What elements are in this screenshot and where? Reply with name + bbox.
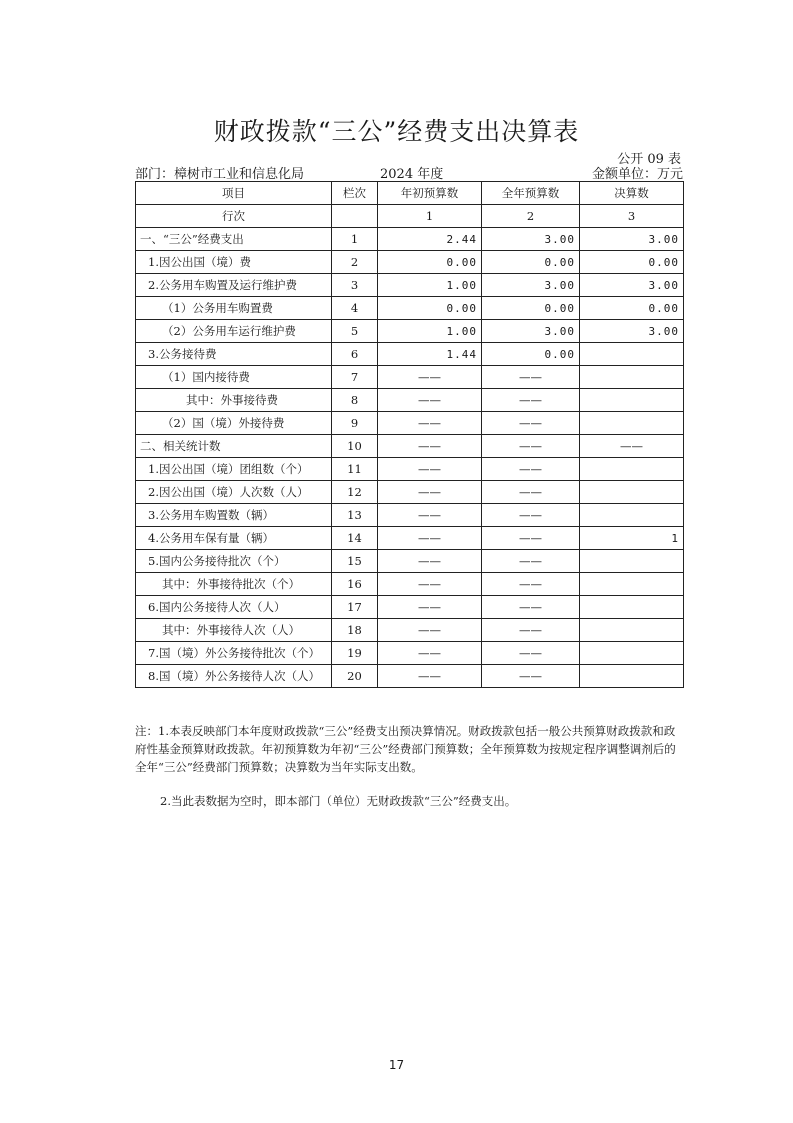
table-row <box>136 573 684 596</box>
row-no: 3 <box>332 274 378 297</box>
row-final <box>580 642 684 665</box>
table-row <box>136 504 684 527</box>
row-item: 其中：外事接待批次（个） <box>136 573 332 596</box>
row-annual: —— <box>482 642 580 665</box>
row-initial: —— <box>378 504 482 527</box>
row-item: 其中：外事接待人次（人） <box>136 619 332 642</box>
row-annual: —— <box>482 665 580 688</box>
row-annual: 3.00 <box>482 274 580 297</box>
row-annual: —— <box>482 458 580 481</box>
table-row <box>136 550 684 573</box>
row-initial: 0.00 <box>378 297 482 320</box>
page-title: 财政拨款“三公”经费支出决算表 <box>213 117 580 146</box>
row-initial: —— <box>378 665 482 688</box>
row-annual: 0.00 <box>482 297 580 320</box>
row-item: 2.公务用车购置及运行维护费 <box>136 274 332 297</box>
table-row <box>136 619 684 642</box>
row-no: 13 <box>332 504 378 527</box>
table-row <box>136 435 684 458</box>
row-final: —— <box>580 435 684 458</box>
row-initial: —— <box>378 550 482 573</box>
row-initial: —— <box>378 412 482 435</box>
department-label: 部门：樟树市工业和信息化局 <box>135 167 305 182</box>
row-no: 10 <box>332 435 378 458</box>
row-item: 5.国内公务接待批次（个） <box>136 550 332 573</box>
row-annual: —— <box>482 550 580 573</box>
header-item: 项目 <box>136 182 332 205</box>
notes <box>135 722 683 776</box>
row-item: 其中：外事接待费 <box>136 389 332 412</box>
row-item: 6.国内公务接待人次（人） <box>136 596 332 619</box>
row-final <box>580 366 684 389</box>
row-initial: 0.00 <box>378 251 482 274</box>
table-row <box>136 389 684 412</box>
row-no: 5 <box>332 320 378 343</box>
row-initial: —— <box>378 527 482 550</box>
row-final <box>580 550 684 573</box>
row-annual: —— <box>482 366 580 389</box>
row-initial: 2.44 <box>378 228 482 251</box>
row-final <box>580 504 684 527</box>
row-final: 3.00 <box>580 320 684 343</box>
unit-label: 金额单位：万元 <box>591 167 683 182</box>
row-index-label: 行次 <box>136 205 332 228</box>
row-no: 7 <box>332 366 378 389</box>
row-item: 一、“三公”经费支出 <box>136 228 332 251</box>
row-initial: —— <box>378 389 482 412</box>
row-annual: —— <box>482 435 580 458</box>
row-initial: —— <box>378 573 482 596</box>
expenditure-table <box>135 181 684 688</box>
table-row <box>136 251 684 274</box>
row-item: 1.因公出国（境）费 <box>136 251 332 274</box>
row-index-c2: 2 <box>482 205 580 228</box>
table-row <box>136 458 684 481</box>
row-item: 8.国（境）外公务接待人次（人） <box>136 665 332 688</box>
note-2: 2.当此表数据为空时，即本部门（单位）无财政拨款“三公”经费支出。 <box>160 794 517 808</box>
row-no: 1 <box>332 228 378 251</box>
meta-row <box>135 163 683 181</box>
page-number: 17 <box>388 1058 405 1072</box>
table-row <box>136 320 684 343</box>
row-initial: —— <box>378 458 482 481</box>
table-row <box>136 481 684 504</box>
row-annual: —— <box>482 481 580 504</box>
row-final <box>580 573 684 596</box>
row-no: 17 <box>332 596 378 619</box>
row-final <box>580 389 684 412</box>
row-annual: —— <box>482 573 580 596</box>
row-no: 8 <box>332 389 378 412</box>
row-item: 3.公务用车购置数（辆） <box>136 504 332 527</box>
table-row <box>136 228 684 251</box>
row-initial: 1.00 <box>378 274 482 297</box>
table-row <box>136 274 684 297</box>
row-no: 16 <box>332 573 378 596</box>
row-annual: —— <box>482 596 580 619</box>
note-1: 注：1.本表反映部门本年度财政拨款“三公”经费支出预决算情况。财政拨款包括一般公共预算财政拨款和政府性基金预算财政拨款。年初预算数为年初“三公”经费部门预算数；全年预算数为按规定程序调整调剂后的全年“三公”经费部门预算数；决算数为当年实际支出数。 <box>135 724 676 774</box>
table-row <box>136 343 684 366</box>
row-item: （2）公务用车运行维护费 <box>136 320 332 343</box>
row-final: 3.00 <box>580 274 684 297</box>
row-no: 12 <box>332 481 378 504</box>
row-annual: 0.00 <box>482 343 580 366</box>
row-item: 2.因公出国（境）人次数（人） <box>136 481 332 504</box>
row-annual: —— <box>482 389 580 412</box>
row-initial: 1.00 <box>378 320 482 343</box>
table-row <box>136 527 684 550</box>
row-annual: —— <box>482 504 580 527</box>
row-initial: —— <box>378 366 482 389</box>
row-item: 二、相关统计数 <box>136 435 332 458</box>
row-index-c1: 1 <box>378 205 482 228</box>
row-final <box>580 412 684 435</box>
row-no: 19 <box>332 642 378 665</box>
row-annual: —— <box>482 412 580 435</box>
row-no: 2 <box>332 251 378 274</box>
table-row <box>136 596 684 619</box>
row-item: 3.公务接待费 <box>136 343 332 366</box>
row-initial: —— <box>378 642 482 665</box>
row-final: 0.00 <box>580 297 684 320</box>
row-initial: —— <box>378 481 482 504</box>
row-no: 20 <box>332 665 378 688</box>
header-row <box>136 182 684 205</box>
row-item: （2）国（境）外接待费 <box>136 412 332 435</box>
row-final <box>580 481 684 504</box>
row-final <box>580 619 684 642</box>
row-item: （1）公务用车购置费 <box>136 297 332 320</box>
row-no: 15 <box>332 550 378 573</box>
header-final: 决算数 <box>580 182 684 205</box>
table-row <box>136 412 684 435</box>
header-col-no: 栏次 <box>332 182 378 205</box>
table-row <box>136 297 684 320</box>
row-final: 0.00 <box>580 251 684 274</box>
row-final: 3.00 <box>580 228 684 251</box>
form-number: 公开 09 表 <box>617 152 681 167</box>
row-no: 9 <box>332 412 378 435</box>
row-index-row <box>136 205 684 228</box>
row-no: 11 <box>332 458 378 481</box>
row-annual: 0.00 <box>482 251 580 274</box>
table-row <box>136 665 684 688</box>
row-initial: —— <box>378 435 482 458</box>
row-index-c3: 3 <box>580 205 684 228</box>
row-no: 18 <box>332 619 378 642</box>
row-final <box>580 596 684 619</box>
table-row <box>136 642 684 665</box>
year-label: 2024 年度 <box>380 167 444 182</box>
table-row <box>136 366 684 389</box>
row-initial: —— <box>378 619 482 642</box>
row-annual: 3.00 <box>482 228 580 251</box>
row-no: 6 <box>332 343 378 366</box>
row-annual: —— <box>482 527 580 550</box>
row-item: 7.国（境）外公务接待批次（个） <box>136 642 332 665</box>
row-no: 4 <box>332 297 378 320</box>
header-initial-budget: 年初预算数 <box>378 182 482 205</box>
row-final: 1 <box>580 527 684 550</box>
row-index-no <box>332 205 378 228</box>
row-initial: 1.44 <box>378 343 482 366</box>
row-annual: 3.00 <box>482 320 580 343</box>
row-final <box>580 343 684 366</box>
row-item: 1.因公出国（境）团组数（个） <box>136 458 332 481</box>
row-no: 14 <box>332 527 378 550</box>
header-annual-budget: 全年预算数 <box>482 182 580 205</box>
row-item: （1）国内接待费 <box>136 366 332 389</box>
row-final <box>580 458 684 481</box>
row-final <box>580 665 684 688</box>
row-initial: —— <box>378 596 482 619</box>
row-annual: —— <box>482 619 580 642</box>
row-item: 4.公务用车保有量（辆） <box>136 527 332 550</box>
